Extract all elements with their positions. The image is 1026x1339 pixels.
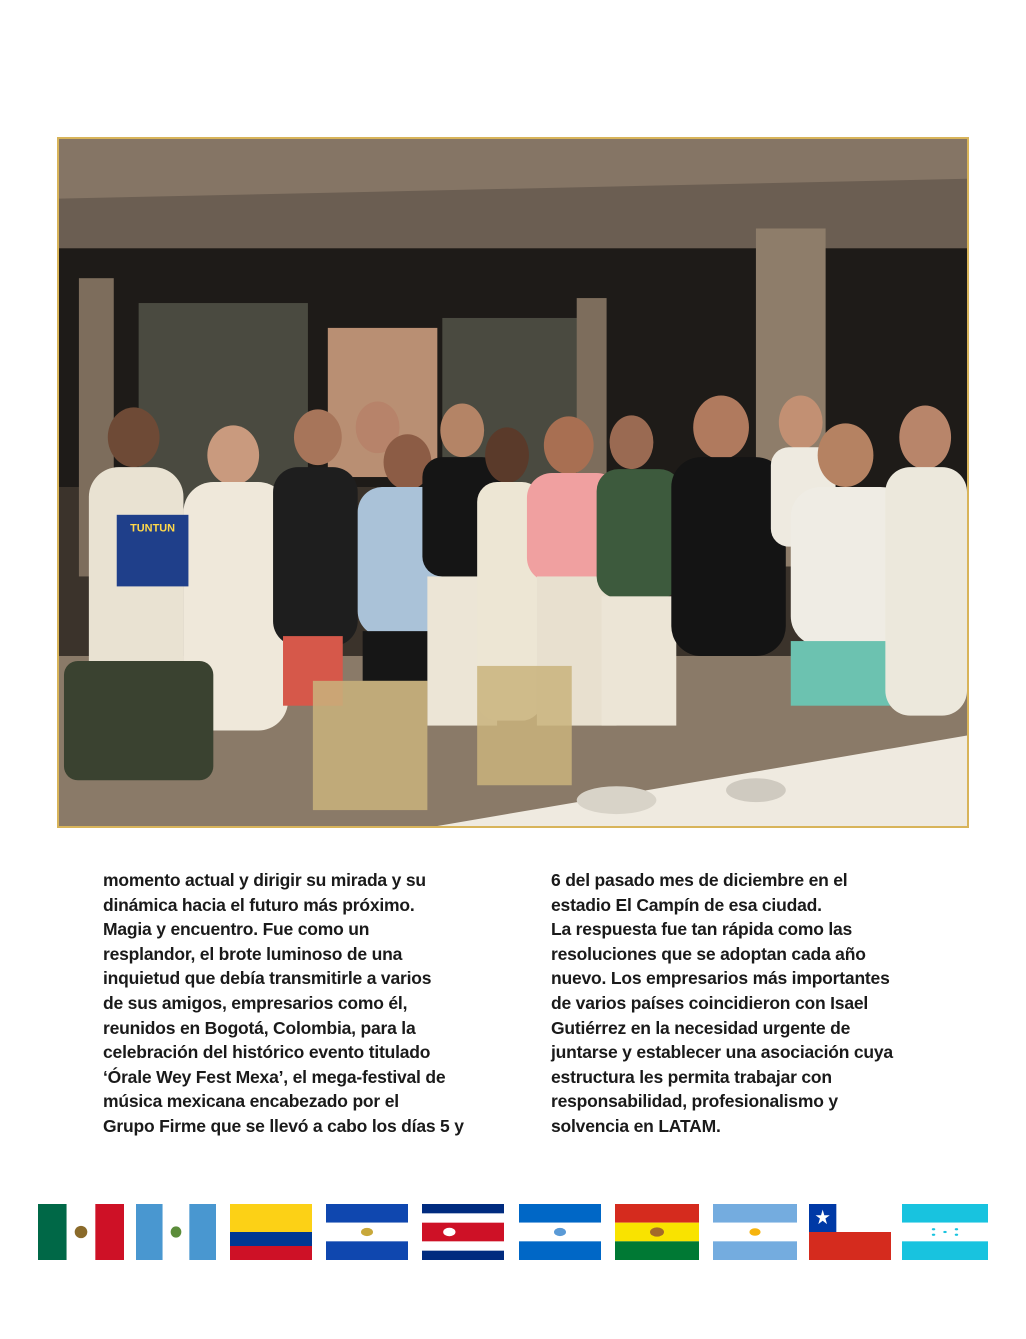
group-photo-illustration: [59, 139, 967, 826]
article-line: momento actual y dirigir su mirada y su: [103, 870, 426, 890]
article-line: resoluciones que se adoptan cada año: [551, 943, 866, 964]
event-poster-title: TUNTUN: [130, 522, 176, 535]
article-line: música mexicana encabezado por el: [103, 1091, 399, 1112]
article-column-right: [551, 868, 961, 1139]
article-line: inquietud que debía transmitirle a varios: [103, 968, 432, 989]
article-line: Gutiérrez en la necesidad urgente de: [551, 1017, 851, 1038]
article-line: nuevo. Los empresarios más importantes: [551, 968, 890, 989]
flag-chile: [809, 1204, 891, 1260]
article-line: dinámica hacia el futuro más próximo.: [103, 894, 415, 915]
article-line: La respuesta fue tan rápida como las: [551, 919, 853, 940]
article-line: de varios países coincidieron con Isael: [551, 992, 869, 1013]
flag-bolivia: [615, 1204, 699, 1260]
article-line: responsabilidad, profesionalismo y: [551, 1091, 838, 1112]
group-photo: [57, 137, 969, 828]
article-line: juntarse y establecer una asociación cuya: [551, 1042, 893, 1063]
flag-honduras: [902, 1204, 988, 1260]
article-column-left: [103, 868, 523, 1139]
flags-row: [38, 1204, 988, 1260]
flag-guatemala: [136, 1204, 216, 1260]
article-line: Magia y encuentro. Fue como un: [103, 919, 370, 940]
article-line: Grupo Firme que se llevó a cabo los días 5 y: [103, 1115, 464, 1136]
article-line: estadio El Campín de esa ciudad.: [551, 894, 822, 915]
article-line: 6 del pasado mes de diciembre en el: [551, 870, 848, 890]
article-line: resplandor, el brote luminoso de una: [103, 943, 403, 964]
flag-mexico: [38, 1204, 124, 1260]
article-line: ‘Órale Wey Fest Mexa’, el mega-festival de: [103, 1066, 446, 1087]
article-line: de sus amigos, empresarios como él,: [103, 992, 408, 1013]
flag-colombia: [230, 1204, 312, 1260]
flag-el-salvador: [326, 1204, 408, 1260]
flag-costa-rica: [422, 1204, 504, 1260]
flag-nicaragua: [519, 1204, 601, 1260]
article-line: solvencia en LATAM.: [551, 1115, 721, 1136]
article-line: reunidos en Bogotá, Colombia, para la: [103, 1017, 416, 1038]
article-line: estructura les permita trabajar con: [551, 1066, 832, 1087]
article-line: celebración del histórico evento titulado: [103, 1042, 431, 1063]
flag-argentina: [713, 1204, 797, 1260]
